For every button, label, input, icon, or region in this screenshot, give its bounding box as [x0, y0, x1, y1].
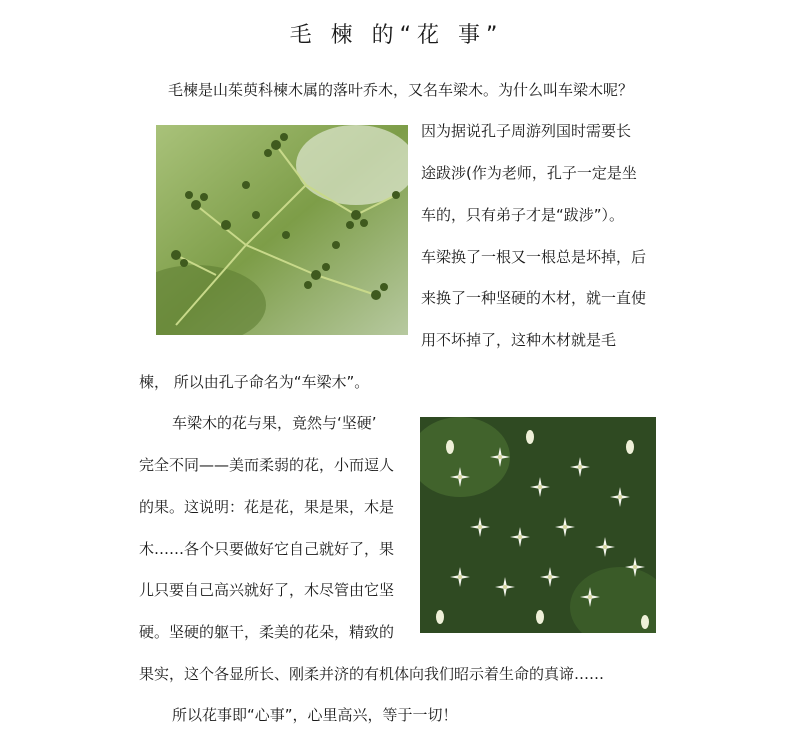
text-line-2: 因为据说孔子周游列国时需要长: [421, 122, 632, 140]
text-line-12: 木……各个只要做好它自己就好了，果: [139, 540, 395, 558]
text-line-14: 硬。坚硬的躯干，柔美的花朵，精致的: [139, 623, 395, 641]
text-line-6: 来换了一种坚硬的木材，就一直使: [421, 289, 647, 307]
flower-photo-graphic: [420, 417, 656, 633]
fruit-photo-graphic: [156, 125, 408, 335]
text-line-7: 用不坏掉了，这种木材就是毛: [421, 331, 617, 349]
text-line-3: 途跋涉(作为老师，孔子一定是坐: [421, 164, 637, 182]
text-line-1: 毛楝是山茱萸科楝木属的落叶乔木，又名车梁木。为什么叫车梁木呢？: [168, 81, 634, 99]
text-line-15: 果实，这个各显所长、刚柔并济的有机体向我们昭示着生命的真谛……: [139, 665, 605, 683]
text-line-9: 车梁木的花与果，竟然与‘坚硬’: [172, 414, 377, 432]
article-title: 毛 楝 的“花 事”: [289, 23, 504, 48]
text-line-4: 车的，只有弟子才是“跋涉”）。: [421, 206, 625, 224]
text-line-8: 楝， 所以由孔子命名为“车梁木”。: [139, 373, 370, 391]
text-line-16: 所以花事即“心事”，心里高兴，等于一切！: [172, 706, 458, 724]
text-line-10: 完全不同——美而柔弱的花，小而逗人: [139, 456, 395, 474]
text-line-11: 的果。这说明：花是花，果是果，木是: [139, 498, 395, 516]
text-line-13: 儿只要自己高兴就好了，木尽管由它坚: [139, 581, 395, 599]
text-line-5: 车梁换了一根又一根总是坏掉，后: [421, 248, 647, 266]
fruit-photo: [156, 125, 408, 335]
flower-photo: [420, 417, 656, 633]
